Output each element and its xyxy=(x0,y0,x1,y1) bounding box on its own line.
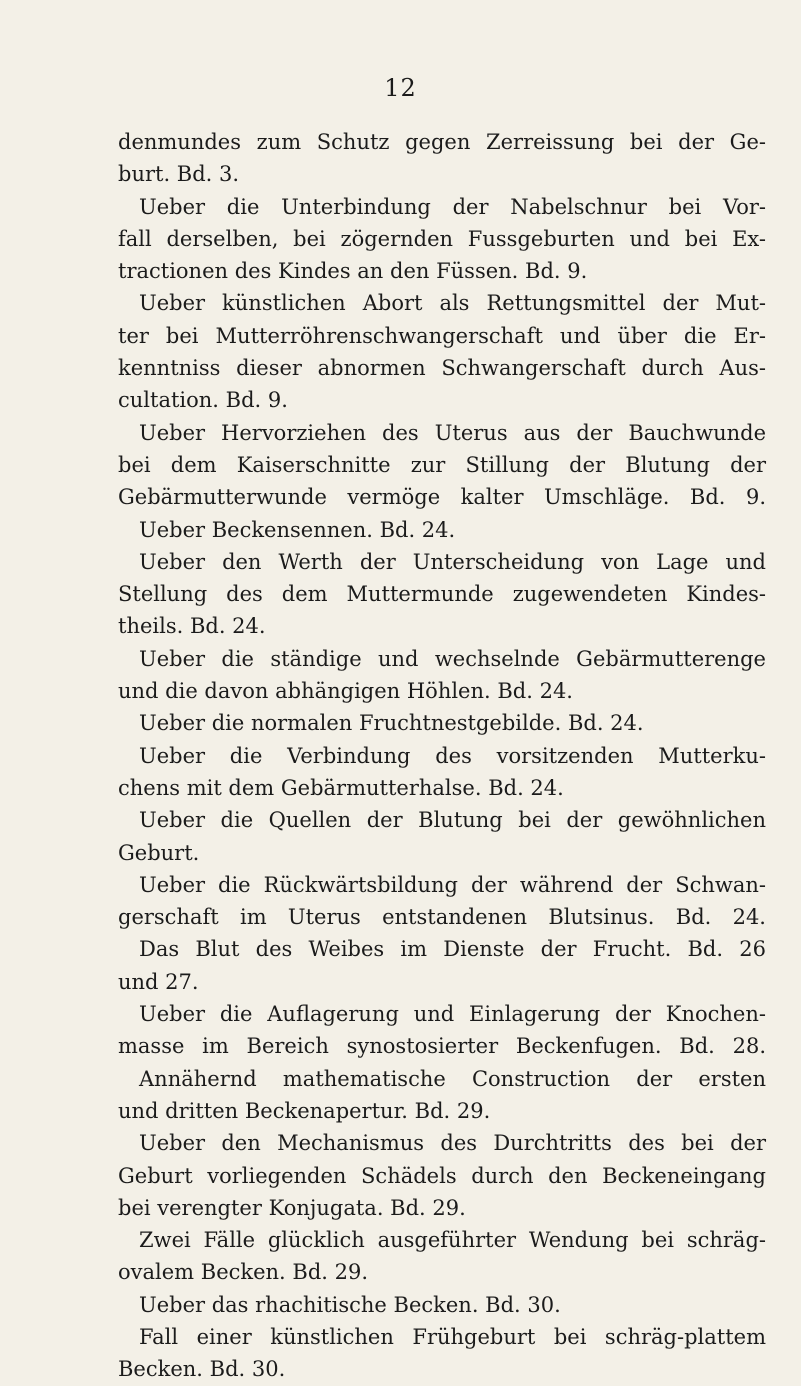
text-line: Ueber die Verbindung des vorsitzenden Mutterku- xyxy=(139,743,766,768)
text-line: Ueber die Rückwärtsbildung der während der Schwan- xyxy=(139,872,766,897)
text-line: ovalem Becken. Bd. 29. xyxy=(118,1260,369,1285)
text-line: masse im Bereich synostosierter Beckenfugen. Bd. 28. xyxy=(118,1034,766,1059)
text-line: ter bei Mutterröhrenschwangerschaft und über die Er- xyxy=(118,323,766,348)
text-line: tractionen des Kindes an den Füssen. Bd. 9. xyxy=(118,259,588,284)
text-line: bei verengter Konjugata. Bd. 29. xyxy=(118,1195,466,1220)
text-line: Becken. Bd. 30. xyxy=(118,1357,286,1382)
text-line: Ueber die ständige und wechselnde Gebärmutterenge xyxy=(139,646,766,671)
text-line: theils. Bd. 24. xyxy=(118,614,266,639)
text-line: Ueber Beckensennen. Bd. 24. xyxy=(139,517,456,542)
page-number: 12 xyxy=(384,74,417,102)
text-line: Stellung des dem Muttermunde zugewendeten Kindes- xyxy=(118,582,766,607)
text-line: gerschaft im Uterus entstandenen Blutsinus. Bd. 24. xyxy=(118,905,766,930)
bibliography-text xyxy=(118,126,766,1386)
text-line: Gebärmutterwunde vermöge kalter Umschläge. Bd. 9. xyxy=(118,485,766,510)
text-line: und dritten Beckenapertur. Bd. 29. xyxy=(118,1098,491,1123)
text-line: Ueber die normalen Fruchtnestgebilde. Bd. 24. xyxy=(139,711,644,736)
text-line: Ueber die Quellen der Blutung bei der gewöhnlichen xyxy=(139,808,766,833)
text-line: Das Blut des Weibes im Dienste der Frucht. Bd. 26 xyxy=(139,937,766,962)
text-line: denmundes zum Schutz gegen Zerreissung bei der Ge- xyxy=(118,130,766,154)
text-line: Ueber das rhachitische Becken. Bd. 30. xyxy=(139,1292,561,1317)
text-line: und die davon abhängigen Höhlen. Bd. 24. xyxy=(118,679,573,704)
text-line: und 27. xyxy=(118,969,199,994)
text-line: Ueber künstlichen Abort als Rettungsmittel der Mut- xyxy=(139,291,766,316)
text-line: cultation. Bd. 9. xyxy=(118,388,288,413)
text-line: Geburt. xyxy=(118,840,200,865)
text-line: Zwei Fälle glücklich ausgeführter Wendung bei schräg- xyxy=(139,1228,766,1253)
text-line: Ueber den Werth der Unterscheidung von Lage und xyxy=(139,549,766,574)
text-line: Annähernd mathematische Construction der ersten xyxy=(139,1066,766,1091)
text-line: Ueber Hervorziehen des Uterus aus der Bauchwunde xyxy=(139,420,766,445)
text-line: Ueber die Unterbindung der Nabelschnur bei Vor- xyxy=(139,194,766,219)
text-line: Fall einer künstlichen Frühgeburt bei schräg-plattem xyxy=(139,1324,766,1349)
text-line: chens mit dem Gebärmutterhalse. Bd. 24. xyxy=(118,775,564,800)
text-line: fall derselben, bei zögernden Fussgeburten und bei Ex- xyxy=(118,226,766,251)
text-line: Ueber die Auflagerung und Einlagerung der Knochen- xyxy=(139,1002,766,1027)
text-line: Geburt vorliegenden Schädels durch den Beckeneingang xyxy=(118,1163,766,1188)
text-line: burt. Bd. 3. xyxy=(118,162,240,187)
text-line: kenntniss dieser abnormen Schwangerschaft durch Aus- xyxy=(118,356,766,381)
text-line: bei dem Kaiserschnitte zur Stillung der Blutung der xyxy=(118,452,766,477)
text-line: Ueber den Mechanismus des Durchtritts des bei der xyxy=(139,1131,766,1156)
